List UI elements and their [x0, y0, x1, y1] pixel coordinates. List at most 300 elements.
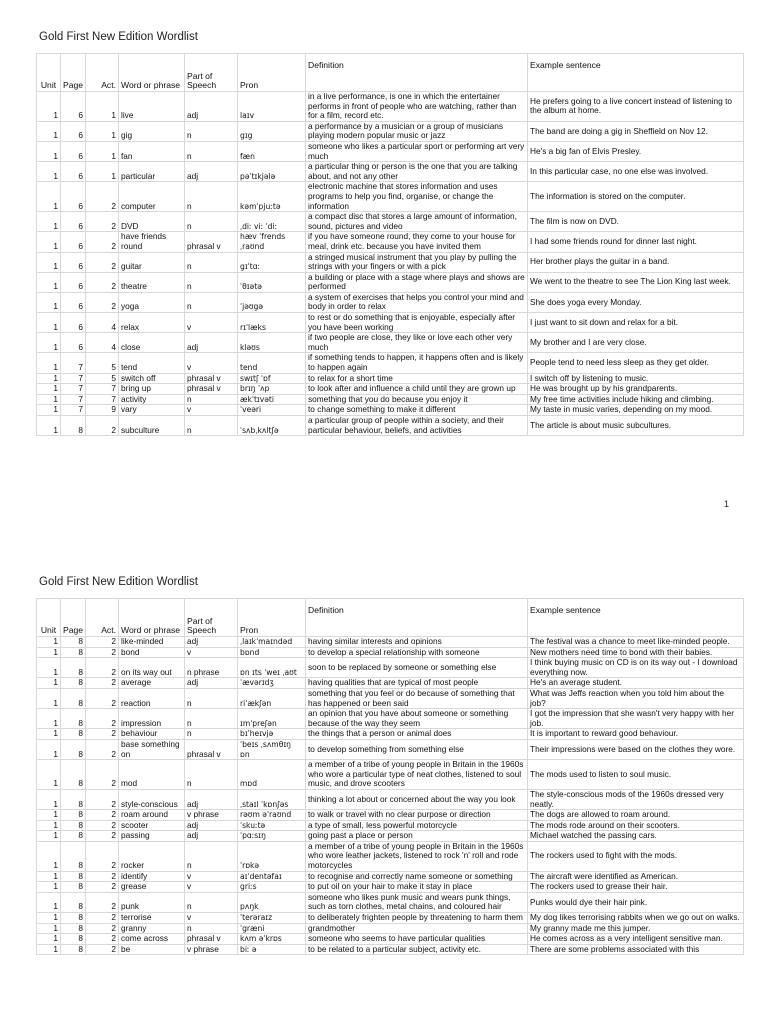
cell-word: rocker [119, 841, 185, 871]
table-row [37, 232, 744, 252]
cell-unit: 1 [37, 729, 61, 740]
cell-page: 6 [61, 292, 86, 312]
cell-word: gig [119, 121, 185, 141]
cell-pos: n [185, 272, 238, 292]
cell-pos: n [185, 729, 238, 740]
table-row [37, 272, 744, 292]
cell-unit: 1 [37, 212, 61, 232]
cell-page: 8 [61, 923, 86, 934]
cell-page: 8 [61, 913, 86, 924]
cell-definition: to look after and influence a child until they are grown up [306, 384, 528, 395]
cell-pron: ˈterəraɪz [238, 913, 306, 924]
cell-act: 2 [86, 820, 119, 831]
cell-act: 2 [86, 892, 119, 912]
cell-example: He prefers going to a live concert instead of listening to the album at home. [528, 92, 744, 122]
cell-page: 8 [61, 820, 86, 831]
table-row [37, 92, 744, 122]
cell-page: 8 [61, 678, 86, 689]
cell-word: impression [119, 709, 185, 729]
cell-example: The style-conscious mods of the 1960s dressed very neatly. [528, 789, 744, 809]
cell-pron: biː ə [238, 944, 306, 955]
table-row [37, 871, 744, 882]
cell-example: It is important to reward good behaviour. [528, 729, 744, 740]
cell-act: 2 [86, 789, 119, 809]
cell-act: 2 [86, 810, 119, 821]
cell-word: bond [119, 647, 185, 658]
cell-pron: kəmˈpjuːtə [238, 182, 306, 212]
cell-word: live [119, 92, 185, 122]
cell-pron: laɪv [238, 92, 306, 122]
document-title: Gold First New Edition Wordlist [39, 31, 198, 43]
cell-word: tend [119, 353, 185, 373]
table-header-row [37, 54, 744, 92]
cell-example: What was Jeffs reaction when you told him about the job? [528, 688, 744, 708]
cell-word: particular [119, 162, 185, 182]
cell-pos: v [185, 405, 238, 416]
cell-definition: to put oil on your hair to make it stay in place [306, 882, 528, 893]
cell-page: 8 [61, 841, 86, 871]
cell-page: 6 [61, 212, 86, 232]
cell-act: 4 [86, 333, 119, 353]
cell-pos: n [185, 394, 238, 405]
cell-pron: fæn [238, 141, 306, 161]
cell-example: I think buying music on CD is on its way out - I download everything now. [528, 658, 744, 678]
cell-pron: ˈθɪətə [238, 272, 306, 292]
cell-definition: in a live performance, is one in which the entertainer performs in front of people who are watching, rather than for a film, record etc. [306, 92, 528, 122]
cell-page: 6 [61, 333, 86, 353]
document-page-2 [0, 545, 768, 1024]
cell-example: He comes across as a very intelligent sensitive man. [528, 934, 744, 945]
cell-definition: an opinion that you have about someone or something because of the way they seem [306, 709, 528, 729]
cell-definition: having qualities that are typical of most people [306, 678, 528, 689]
cell-pos: adj [185, 637, 238, 648]
table-row [37, 789, 744, 809]
cell-word: terrorise [119, 913, 185, 924]
cell-definition: electronic machine that stores information and uses programs to help you find, organise, or change the information [306, 182, 528, 212]
cell-unit: 1 [37, 384, 61, 395]
cell-unit: 1 [37, 871, 61, 882]
cell-pos: phrasal v [185, 232, 238, 252]
cell-example: He's an average student. [528, 678, 744, 689]
cell-unit: 1 [37, 678, 61, 689]
cell-pos: n [185, 121, 238, 141]
cell-pron: rəʊm əˈraʊnd [238, 810, 306, 821]
cell-page: 8 [61, 760, 86, 790]
cell-pos: adj [185, 678, 238, 689]
cell-act: 2 [86, 709, 119, 729]
col-header-unit: Unit [37, 54, 61, 92]
cell-word: close [119, 333, 185, 353]
cell-act: 2 [86, 913, 119, 924]
col-header-word: Word or phrase [119, 599, 185, 637]
cell-pron: gɪg [238, 121, 306, 141]
cell-example: My dog likes terrorising rabbits when we go out on walks. [528, 913, 744, 924]
cell-definition: something that you do because you enjoy it [306, 394, 528, 405]
cell-word: mod [119, 760, 185, 790]
cell-pron: aɪˈdentəfaɪ [238, 871, 306, 882]
cell-pron: brɪŋ ˈʌp [238, 384, 306, 395]
cell-example: He was brought up by his grandparents. [528, 384, 744, 395]
cell-definition: to recognise and correctly name someone or something [306, 871, 528, 882]
cell-unit: 1 [37, 760, 61, 790]
col-header-pos: Part of Speech [185, 54, 238, 92]
cell-word: guitar [119, 252, 185, 272]
table-row [37, 333, 744, 353]
table-row [37, 405, 744, 416]
cell-pos: v phrase [185, 810, 238, 821]
cell-definition: a system of exercises that helps you control your mind and body in order to relax [306, 292, 528, 312]
cell-unit: 1 [37, 739, 61, 759]
cell-unit: 1 [37, 913, 61, 924]
cell-word: granny [119, 923, 185, 934]
cell-act: 2 [86, 272, 119, 292]
cell-definition: a type of small, less powerful motorcycle [306, 820, 528, 831]
cell-unit: 1 [37, 353, 61, 373]
cell-act: 4 [86, 313, 119, 333]
cell-unit: 1 [37, 934, 61, 945]
cell-example: The aircraft were identified as American. [528, 871, 744, 882]
cell-page: 8 [61, 831, 86, 842]
cell-example: The festival was a chance to meet like-minded people. [528, 637, 744, 648]
cell-definition: something that you feel or do because of something that has happened or been said [306, 688, 528, 708]
cell-pron: ˈskuːtə [238, 820, 306, 831]
cell-definition: the things that a person or animal does [306, 729, 528, 740]
cell-page: 8 [61, 871, 86, 882]
table-row [37, 760, 744, 790]
table-row [37, 292, 744, 312]
cell-page: 8 [61, 810, 86, 821]
col-header-page: Page [61, 599, 86, 637]
cell-pron: ˈbeɪs ˌsʌmθɪŋ ɒn [238, 739, 306, 759]
cell-act: 2 [86, 647, 119, 658]
cell-example: We went to the theatre to see The Lion King last week. [528, 272, 744, 292]
cell-pron: ˈrɒkə [238, 841, 306, 871]
cell-pos: n [185, 292, 238, 312]
cell-definition: someone who likes punk music and wears punk things, such as torn clothes, metal chains, and coloured hair [306, 892, 528, 912]
cell-page: 8 [61, 729, 86, 740]
cell-definition: having similar interests and opinions [306, 637, 528, 648]
table-row [37, 384, 744, 395]
cell-unit: 1 [37, 394, 61, 405]
cell-act: 7 [86, 394, 119, 405]
cell-act: 2 [86, 182, 119, 212]
cell-act: 1 [86, 121, 119, 141]
cell-word: yoga [119, 292, 185, 312]
cell-page: 6 [61, 272, 86, 292]
cell-definition: if two people are close, they like or love each other very much [306, 333, 528, 353]
cell-example: The film is now on DVD. [528, 212, 744, 232]
cell-unit: 1 [37, 647, 61, 658]
cell-pron: ˈveəri [238, 405, 306, 416]
cell-pos: n [185, 709, 238, 729]
cell-page: 8 [61, 637, 86, 648]
table-row [37, 729, 744, 740]
cell-pos: adj [185, 820, 238, 831]
cell-unit: 1 [37, 831, 61, 842]
cell-example: I got the impression that she wasn't very happy with her job. [528, 709, 744, 729]
cell-pos: n [185, 182, 238, 212]
table-row [37, 416, 744, 436]
cell-word: DVD [119, 212, 185, 232]
cell-unit: 1 [37, 252, 61, 272]
cell-word: switch off [119, 373, 185, 384]
cell-pron: bɒnd [238, 647, 306, 658]
cell-pron: ɒn ɪts ˈweɪ ˌaʊt [238, 658, 306, 678]
table-header-row [37, 599, 744, 637]
cell-word: identify [119, 871, 185, 882]
cell-unit: 1 [37, 416, 61, 436]
cell-pos: n [185, 841, 238, 871]
cell-pron: bɪˈheɪvjə [238, 729, 306, 740]
cell-pos: phrasal v [185, 373, 238, 384]
cell-pron: ˈpɑːsɪŋ [238, 831, 306, 842]
col-header-word: Word or phrase [119, 54, 185, 92]
col-header-unit: Unit [37, 599, 61, 637]
cell-page: 8 [61, 934, 86, 945]
cell-act: 1 [86, 162, 119, 182]
cell-example: There are some problems associated with this [528, 944, 744, 955]
cell-page: 8 [61, 789, 86, 809]
table-row [37, 678, 744, 689]
cell-example: I just want to sit down and relax for a bit. [528, 313, 744, 333]
table-row [37, 658, 744, 678]
cell-definition: a stringed musical instrument that you play by pulling the strings with your fingers or with a pick [306, 252, 528, 272]
table-row [37, 162, 744, 182]
cell-definition: going past a place or person [306, 831, 528, 842]
cell-act: 2 [86, 252, 119, 272]
table-row [37, 182, 744, 212]
cell-pos: n [185, 688, 238, 708]
table-row [37, 647, 744, 658]
cell-example: My granny made me this jumper. [528, 923, 744, 934]
table-row [37, 892, 744, 912]
cell-unit: 1 [37, 820, 61, 831]
cell-act: 2 [86, 637, 119, 648]
cell-pron: pəˈtɪkjələ [238, 162, 306, 182]
cell-unit: 1 [37, 709, 61, 729]
cell-definition: to rest or do something that is enjoyable, especially after you have been working [306, 313, 528, 333]
table-row [37, 841, 744, 871]
cell-definition: to develop something from something else [306, 739, 528, 759]
cell-example: Her brother plays the guitar in a band. [528, 252, 744, 272]
cell-pos: adj [185, 92, 238, 122]
cell-pron: griːs [238, 882, 306, 893]
cell-example: Their impressions were based on the clothes they wore. [528, 739, 744, 759]
cell-pron: swɪtʃ ˈɒf [238, 373, 306, 384]
cell-pos: n [185, 892, 238, 912]
cell-act: 9 [86, 405, 119, 416]
col-header-pos: Part of Speech [185, 599, 238, 637]
cell-pron: gɪˈtɑː [238, 252, 306, 272]
cell-definition: a performance by a musician or a group of musicians playing modern popular music or jazz [306, 121, 528, 141]
cell-pos: n [185, 212, 238, 232]
cell-example: I had some friends round for dinner last night. [528, 232, 744, 252]
cell-word: be [119, 944, 185, 955]
cell-act: 2 [86, 760, 119, 790]
col-header-act: Act. [86, 599, 119, 637]
cell-definition: to deliberately frighten people by threatening to harm them [306, 913, 528, 924]
cell-pron: mɒd [238, 760, 306, 790]
cell-pos: adj [185, 333, 238, 353]
col-header-example: Example sentence [528, 54, 744, 92]
cell-example: In this particular case, no one else was involved. [528, 162, 744, 182]
cell-word: scooter [119, 820, 185, 831]
cell-page: 8 [61, 688, 86, 708]
table-row [37, 394, 744, 405]
cell-act: 2 [86, 232, 119, 252]
cell-pron: kləʊs [238, 333, 306, 353]
cell-definition: a building or place with a stage where plays and shows are performed [306, 272, 528, 292]
cell-definition: if something tends to happen, it happens often and is likely to happen again [306, 353, 528, 373]
cell-act: 2 [86, 678, 119, 689]
cell-word: fan [119, 141, 185, 161]
table-row [37, 141, 744, 161]
cell-pron: rɪˈlæks [238, 313, 306, 333]
col-header-definition: Definition [306, 54, 528, 92]
cell-example: The article is about music subcultures. [528, 416, 744, 436]
cell-example: The mods rode around on their scooters. [528, 820, 744, 831]
cell-word: computer [119, 182, 185, 212]
cell-word: grease [119, 882, 185, 893]
cell-word: vary [119, 405, 185, 416]
cell-act: 1 [86, 92, 119, 122]
cell-unit: 1 [37, 923, 61, 934]
cell-act: 2 [86, 212, 119, 232]
cell-pron: ˌlaɪkˈmaɪndəd [238, 637, 306, 648]
cell-example: The dogs are allowed to roam around. [528, 810, 744, 821]
cell-word: punk [119, 892, 185, 912]
cell-pos: v phrase [185, 944, 238, 955]
col-header-pron: Pron [238, 54, 306, 92]
cell-act: 2 [86, 923, 119, 934]
cell-unit: 1 [37, 162, 61, 182]
cell-example: The rockers used to fight with the mods. [528, 841, 744, 871]
cell-word: bring up [119, 384, 185, 395]
cell-pos: phrasal v [185, 384, 238, 395]
cell-word: on its way out [119, 658, 185, 678]
cell-pos: v [185, 871, 238, 882]
cell-example: He's a big fan of Elvis Presley. [528, 141, 744, 161]
cell-page: 6 [61, 141, 86, 161]
cell-act: 2 [86, 934, 119, 945]
cell-example: I switch off by listening to music. [528, 373, 744, 384]
table-row [37, 252, 744, 272]
cell-word: activity [119, 394, 185, 405]
cell-page: 8 [61, 892, 86, 912]
cell-pron: kʌm əˈkrɒs [238, 934, 306, 945]
cell-example: The band are doing a gig in Sheffield on Nov 12. [528, 121, 744, 141]
cell-unit: 1 [37, 141, 61, 161]
cell-unit: 1 [37, 182, 61, 212]
cell-pron: ˈgræni [238, 923, 306, 934]
cell-act: 5 [86, 353, 119, 373]
table-row [37, 212, 744, 232]
cell-act: 5 [86, 373, 119, 384]
cell-unit: 1 [37, 232, 61, 252]
cell-example: New mothers need time to bond with their babies. [528, 647, 744, 658]
cell-definition: a compact disc that stores a large amount of information, sound, pictures and video [306, 212, 528, 232]
cell-unit: 1 [37, 688, 61, 708]
cell-unit: 1 [37, 405, 61, 416]
cell-definition: someone who likes a particular sport or performing art very much [306, 141, 528, 161]
cell-act: 7 [86, 384, 119, 395]
cell-pos: adj [185, 162, 238, 182]
cell-pron: riˈækʃən [238, 688, 306, 708]
page-number: 1 [724, 499, 730, 509]
cell-act: 1 [86, 141, 119, 161]
cell-example: My taste in music varies, depending on my mood. [528, 405, 744, 416]
cell-unit: 1 [37, 121, 61, 141]
cell-page: 8 [61, 647, 86, 658]
cell-pos: n phrase [185, 658, 238, 678]
cell-example: My brother and I are very close. [528, 333, 744, 353]
cell-pos: v [185, 353, 238, 373]
cell-act: 2 [86, 871, 119, 882]
cell-page: 7 [61, 384, 86, 395]
cell-pos: n [185, 252, 238, 272]
cell-pos: v [185, 313, 238, 333]
cell-unit: 1 [37, 92, 61, 122]
cell-unit: 1 [37, 944, 61, 955]
cell-act: 2 [86, 882, 119, 893]
cell-pron: ækˈtɪvəti [238, 394, 306, 405]
cell-unit: 1 [37, 882, 61, 893]
cell-word: theatre [119, 272, 185, 292]
cell-word: subculture [119, 416, 185, 436]
cell-pron: tend [238, 353, 306, 373]
cell-example: The information is stored on the computer. [528, 182, 744, 212]
cell-unit: 1 [37, 333, 61, 353]
cell-definition: to be related to a particular subject, activity etc. [306, 944, 528, 955]
cell-pron: ˌdiː viː ˈdiː [238, 212, 306, 232]
cell-page: 8 [61, 416, 86, 436]
cell-unit: 1 [37, 272, 61, 292]
cell-pron: pʌŋk [238, 892, 306, 912]
cell-word: like-minded [119, 637, 185, 648]
cell-pos: n [185, 923, 238, 934]
wordlist-table [36, 53, 744, 436]
cell-example: My free time activities include hiking and climbing. [528, 394, 744, 405]
cell-word: relax [119, 313, 185, 333]
cell-unit: 1 [37, 658, 61, 678]
col-header-pron: Pron [238, 599, 306, 637]
cell-pos: adj [185, 831, 238, 842]
cell-pron: ˈsʌbˌkʌltʃə [238, 416, 306, 436]
cell-act: 2 [86, 688, 119, 708]
document-title: Gold First New Edition Wordlist [39, 576, 198, 588]
cell-pos: v [185, 647, 238, 658]
cell-definition: to develop a special relationship with someone [306, 647, 528, 658]
cell-pos: n [185, 760, 238, 790]
cell-act: 2 [86, 739, 119, 759]
table-row [37, 913, 744, 924]
cell-definition: if you have someone round, they come to your house for meal, drink etc. because you have invited them [306, 232, 528, 252]
cell-page: 8 [61, 709, 86, 729]
cell-act: 2 [86, 831, 119, 842]
table-row [37, 923, 744, 934]
cell-pron: ˌstaɪl ˈkɒnʃəs [238, 789, 306, 809]
cell-word: have friends round [119, 232, 185, 252]
wordlist-table [36, 598, 744, 955]
table-row [37, 121, 744, 141]
cell-act: 2 [86, 292, 119, 312]
cell-example: Michael watched the passing cars. [528, 831, 744, 842]
cell-word: average [119, 678, 185, 689]
cell-act: 2 [86, 841, 119, 871]
cell-definition: someone who seems to have particular qualities [306, 934, 528, 945]
cell-word: behaviour [119, 729, 185, 740]
cell-page: 7 [61, 373, 86, 384]
